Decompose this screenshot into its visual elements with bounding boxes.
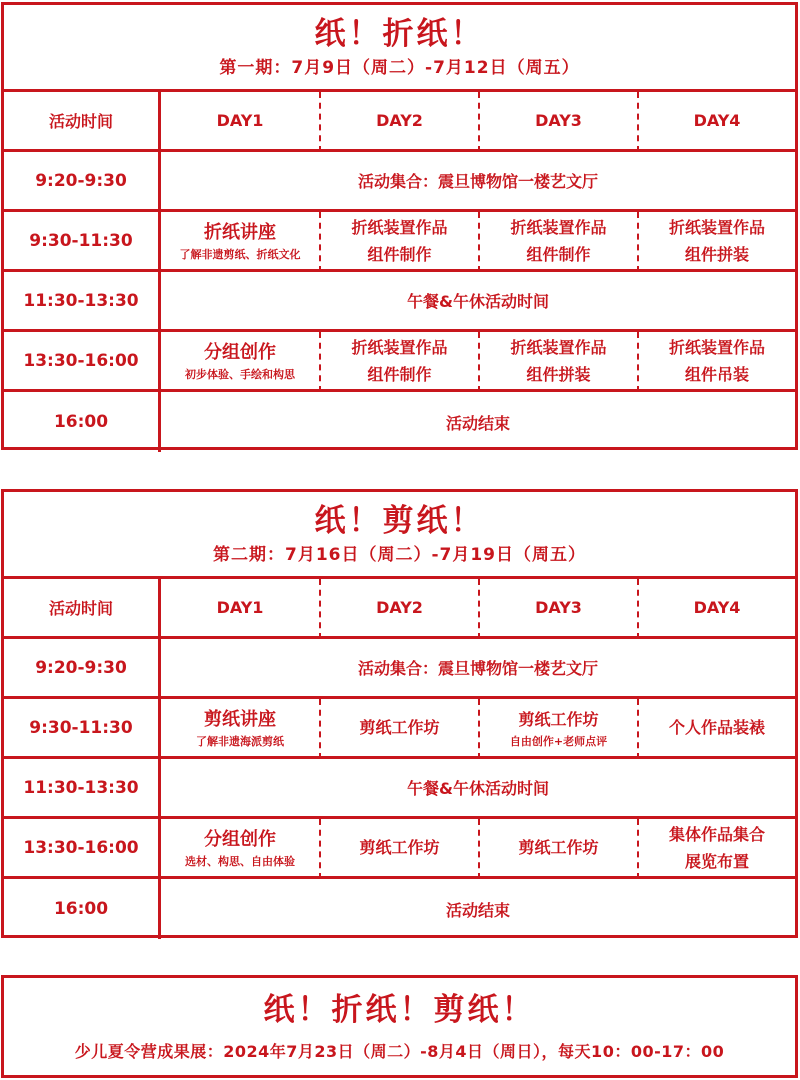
time-slot: 11:30-13:30 [4,272,161,332]
activity-subtitle: 组件制作 [526,244,591,264]
activity-cell [480,699,639,759]
merged-activity-cell: 活动结束 [445,900,510,920]
column-header-day2: DAY2 [321,92,480,152]
column-header-day3: DAY3 [480,579,639,639]
activity-title: 个人作品装裱 [668,718,765,737]
banner-subtitle: 少儿夏令营成果展：2024年7月23日（周二）-8月4日（周日），每天10：00-17：00 [74,1041,725,1061]
merged-activity-cell: 午餐&午休活动时间 [161,272,795,332]
schedule-header [4,5,795,92]
activity-title: 折纸装置作品 [351,337,448,357]
column-header-day4: DAY4 [639,579,795,639]
schedule-subtitle: 第一期：7月9日（周二）-7月12日（周五） [219,58,580,78]
activity-cell [321,212,480,272]
activity-note: 了解非遗剪纸、折纸文化 [179,247,301,261]
schedule-subtitle: 第二期：7月16日（周二）-7月19日（周五） [212,545,587,565]
time-slot: 16:00 [4,879,161,939]
schedule-title: 纸！折纸！ [314,16,485,52]
activity-title: 折纸装置作品 [351,217,448,237]
time-slot: 13:30-16:00 [4,819,161,879]
activity-cell [480,819,639,879]
column-header-day2: DAY2 [321,579,480,639]
activity-subtitle: 展览布置 [684,851,749,871]
activity-cell [321,819,480,879]
activity-subtitle: 组件制作 [367,244,432,264]
activity-subtitle: 组件制作 [367,364,432,384]
merged-activity-cell: 活动集合：震旦博物馆一楼艺文厅 [161,152,795,212]
activity-title: 折纸装置作品 [668,337,765,357]
activity-title: 剪纸讲座 [204,708,276,730]
activity-cell [639,819,795,879]
exhibition-banner [1,975,798,1078]
activity-title: 分组创作 [204,828,276,850]
schedule-papercut [1,489,798,938]
activity-note: 初步体验、手绘和构思 [185,367,295,381]
schedule-title: 纸！剪纸！ [314,503,485,539]
activity-cell [161,212,321,272]
activity-title: 折纸装置作品 [668,217,765,237]
column-header-day3: DAY3 [480,92,639,152]
banner-title: 纸！折纸！剪纸！ [263,991,536,1028]
activity-cell [639,212,795,272]
column-header-day1: DAY1 [161,92,321,152]
activity-cell [161,819,321,879]
merged-activity-cell: 午餐&午休活动时间 [161,759,795,819]
activity-cell [480,332,639,392]
column-header-time: 活动时间 [4,92,161,152]
column-header-day4: DAY4 [639,92,795,152]
time-slot: 9:30-11:30 [4,212,161,272]
activity-title: 剪纸工作坊 [518,838,599,857]
activity-title: 折纸装置作品 [510,337,607,357]
activity-cell [161,699,321,759]
schedule-header [4,492,795,579]
activity-title: 剪纸工作坊 [359,838,440,857]
merged-activity-cell: 活动集合：震旦博物馆一楼艺文厅 [161,639,795,699]
activity-title: 剪纸工作坊 [359,718,440,737]
activity-cell [161,332,321,392]
time-slot: 9:20-9:30 [4,152,161,212]
activity-cell [639,699,795,759]
activity-note: 选材、构思、自由体验 [185,854,295,868]
schedule-origami [1,2,798,450]
time-slot: 16:00 [4,392,161,452]
time-slot: 13:30-16:00 [4,332,161,392]
schedule-grid [4,92,795,452]
activity-cell [321,699,480,759]
activity-cell [321,332,480,392]
activity-title: 折纸讲座 [204,221,276,243]
activity-subtitle: 组件拼装 [526,364,591,384]
activity-note: 了解非遗海派剪纸 [196,734,284,748]
time-slot: 11:30-13:30 [4,759,161,819]
activity-subtitle: 组件拼装 [684,244,749,264]
activity-title: 集体作品集合 [668,824,765,844]
activity-note: 自由创作+老师点评 [509,735,608,748]
activity-subtitle: 组件吊装 [684,364,749,384]
activity-title: 折纸装置作品 [510,217,607,237]
activity-cell [639,332,795,392]
activity-cell [480,212,639,272]
column-header-time: 活动时间 [4,579,161,639]
merged-activity-cell: 活动结束 [445,413,510,433]
time-slot: 9:20-9:30 [4,639,161,699]
column-header-day1: DAY1 [161,579,321,639]
schedule-grid [4,579,795,939]
activity-title: 分组创作 [204,341,276,363]
activity-title: 剪纸工作坊 [518,710,599,729]
time-slot: 9:30-11:30 [4,699,161,759]
